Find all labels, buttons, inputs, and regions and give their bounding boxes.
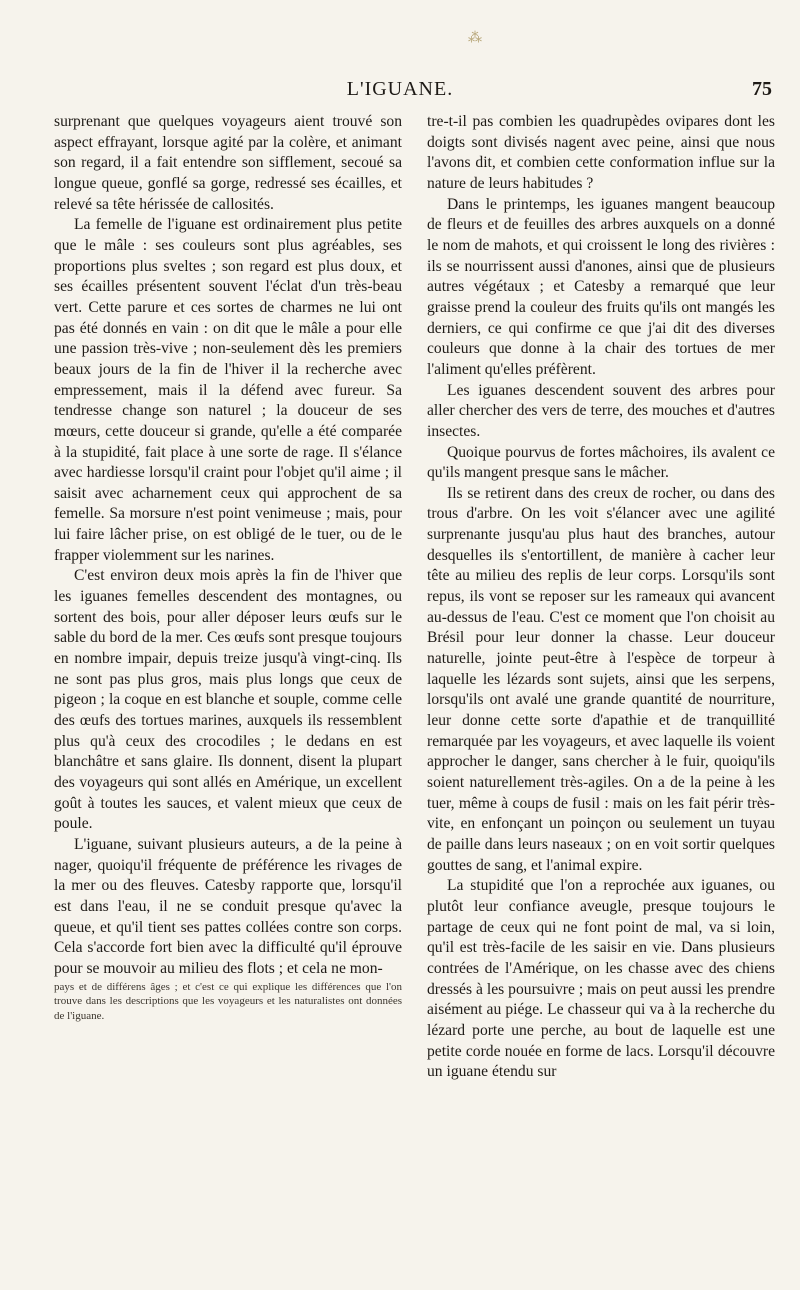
paragraph: tre-t-il pas combien les quadrupèdes ovipares dont les doigts sont divisés nagent avec peine, ainsi que nous l'avons dit, et combien cette conformation influe sur la nature de leurs habitudes ? <box>427 113 775 192</box>
paragraph: Ils se retirent dans des creux de rocher, ou dans des trous d'arbre. On les voit s'élancer avec une agilité surprenante jusqu'au plus haut des branches, autour desquelles ils s'entortillent, de manière à cacher leur tête au milieu des replis de leur corps. Lorsqu'ils sont repus, ils vont se reposer sur les rameaux qui avancent au-dessus de l'eau. C'est ce moment que l'on choisit au Brésil pour leur donner la chasse. Leur douceur naturelle, jointe peut-être à l'espèce de torpeur à laquelle les lézards sont sujets, ainsi que les serpens, lorsqu'ils ont avalé une grande quantité de nourriture, leur donne cette sorte d'apathie et de tranquillité remarquée par les voyageurs, et avec laquelle ils voient approcher le danger, sans chercher à le fuir, quoiqu'ils soient naturellement très-agiles. On a de la peine à les tuer, même à coups de fusil : mais on les fait périr très-vite, en enfonçant un poinçon ou seulement un tuyau de paille dans leurs naseaux ; on en voit sortir quelques gouttes de sang, et l'animal expire. <box>427 484 775 874</box>
paragraph: La femelle de l'iguane est ordinairement plus petite que le mâle : ses couleurs sont plus agréables, ses proportions plus sveltes ; son regard est plus doux, et ses écailles présentent souvent l'éclat d'un très-beau vert. Cette parure et ces sortes de charmes ne lui ont pas été donnés en vain : on dit que le mâle a pour elle une passion très-vive ; non-seulement dès les premiers beaux jours de la fin de l'hiver il la recherche avec empressement, mais il la défend avec fureur. Sa tendresse change son naturel ; la douceur de ses mœurs, cette douceur si grande, qu'elle a été comparée à la stupidité, fait place à une sorte de rage. Il s'élance avec hardiesse lorsqu'il craint pour l'objet qu'il aime ; il saisit avec acharnement ceux qui approchent de sa femelle. Sa morsure n'est point venimeuse ; mais, pour lui faire lâcher prise, on est obligé de le tuer, ou de le frapper violemment sur les narines. <box>54 216 402 564</box>
right-column <box>427 112 775 1083</box>
paragraph: C'est environ deux mois après la fin de l'hiver que les iguanes femelles descendent des montagnes, ou sortent des bois, pour aller déposer leurs œufs sur le sable du bord de la mer. Ces œufs sont presque toujours en nombre impair, depuis treize jusqu'à vingt-cinq. Ils ne sont pas plus gros, mais plus longs que ceux de pigeon ; la coque en est blanche et souple, comme celle des œufs des tortues marines, auxquels ils ressemblent plus qu'à ceux des crocodiles ; le dedans en est blanchâtre et sans glaire. Ils donnent, disent la plupart des voyageurs qui sont allés en Amérique, un excellent goût à toutes les sauces, et valent mieux que ceux de poule. <box>54 567 402 833</box>
paragraph: L'iguane, suivant plusieurs auteurs, a de la peine à nager, quoiqu'il fréquente de préférence les rivages de la mer ou des fleuves. Catesby rapporte que, lorsqu'il est dans l'eau, il ne se conduit presque qu'avec la queue, et qu'il tient ses pattes collées contre son corps. Cela s'accorde fort bien avec la difficulté qu'il éprouve pour se mouvoir au milieu des flots ; et cela ne mon- <box>54 835 402 977</box>
paragraph: La stupidité que l'on a reprochée aux iguanes, ou plutôt leur confiance aveugle, presque toujours le partage de ceux qui ne font point de mal, va si loin, qu'il est très-facile de les saisir en vie. Dans plusieurs contrées de l'Amérique, on les chasse avec des chiens dressés à les poursuivre ; mais on peut aussi les prendre aisément au piége. Le chasseur qui va à la recherche du lézard porte une perche, au bout de laquelle est une petite corde nouée en forme de lacs. Lorsqu'il découvre un iguane étendu sur <box>427 877 775 1081</box>
page-number: 75 <box>752 78 772 100</box>
paragraph: surprenant que quelques voyageurs aient trouvé son aspect effrayant, lorsque agité par la colère, et animant son regard, il a fait entendre son sifflement, secoué sa longue queue, gonflé sa gorge, redressé ses écailles, et relevé sa tête hérissée de callosités. <box>54 113 402 213</box>
paragraph: Quoique pourvus de fortes mâchoires, ils avalent ce qu'ils mangent presque sans le mâcher. <box>427 443 775 482</box>
left-column <box>54 112 402 1023</box>
footnote: pays et de différens âges ; et c'est ce qui explique les différences que l'on trouve dans les descriptions que les voyageurs et les naturalistes ont données de l'iguane. <box>54 980 402 1022</box>
ink-smudge-decoration: ⁂ <box>468 30 482 46</box>
paragraph: Les iguanes descendent souvent des arbres pour aller chercher des vers de terre, des mouches et d'autres insectes. <box>427 381 775 440</box>
running-head <box>0 78 800 102</box>
paragraph: Dans le printemps, les iguanes mangent beaucoup de fleurs et de feuilles des arbres auxquels on a donné le nom de mahots, et qui croissent le long des rivières : ils se nourrissent aussi d'anones, ainsi que de plusieurs autres végétaux ; et Catesby a remarqué que leur graisse prend la couleur des fruits qu'ils ont mangés les derniers, ce qui confirme ce que j'ai dit des diverses couleurs que donne à la chair des tortues de mer l'aliment qu'elles préfèrent. <box>427 195 775 378</box>
running-title: L'IGUANE. <box>346 78 454 100</box>
